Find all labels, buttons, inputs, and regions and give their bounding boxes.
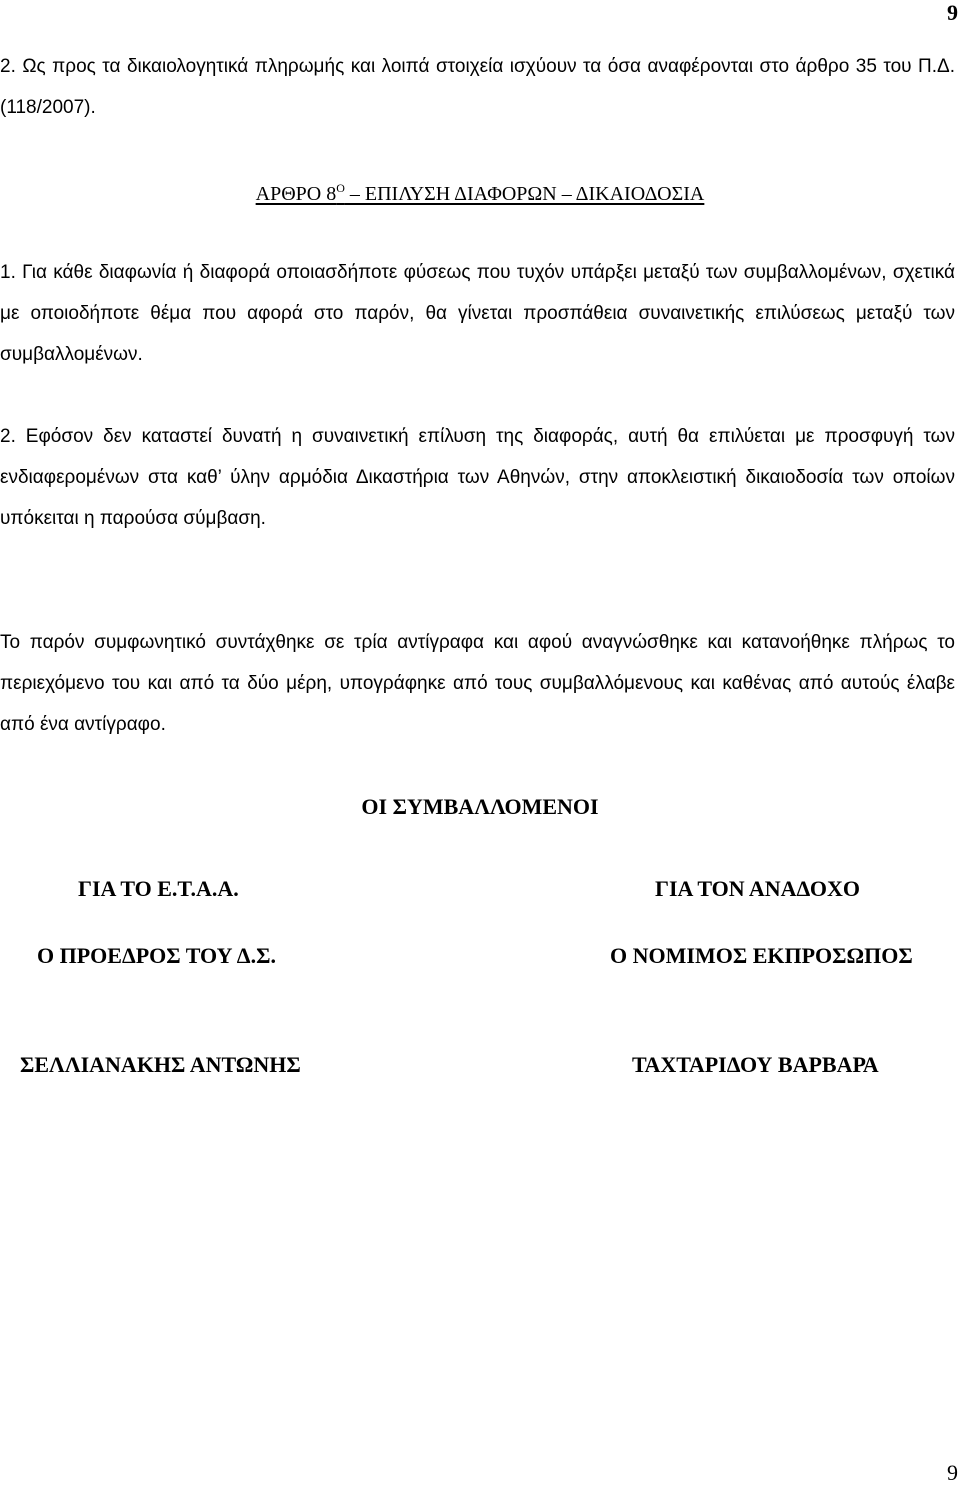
article-heading-number: ΑΡΘΡΟ 8: [255, 183, 337, 205]
paragraph-closing: Το παρόν συμφωνητικό συντάχθηκε σε τρία αντίγραφα και αφού αναγνώσθηκε και κατανοήθηκε πλήρως το περιεχόμενο του και από τα δύο μέρη, υπογράφηκε από τους συμβαλλόμενους και καθένας από αυτούς έλαβε από ένα αντίγραφο.: [0, 632, 955, 735]
right-party-name: ΤΑΧΤΑΡΙΔΟΥ ΒΑΡΒΑΡΑ: [632, 1052, 879, 1077]
right-party-role: Ο ΝΟΜΙΜΟΣ ΕΚΠΡΟΣΩΠΟΣ: [610, 943, 913, 968]
signatories-title: ΟΙ ΣΥΜΒΑΛΛΟΜΕΝΟΙ: [361, 794, 599, 819]
article-heading-text: [256, 183, 705, 205]
paragraph-payments: 2. Ως προς τα δικαιολογητικά πληρωμής και λοιπά στοιχεία ισχύουν τα όσα αναφέρονται στο άρθρο 35 του Π.Δ. (118/2007).: [0, 56, 955, 118]
article-heading-title: – ΕΠΙΛΥΣΗ ΔΙΑΦΟΡΩΝ – ΔΙΚΑΙΟΔΟΣΙΑ: [344, 183, 705, 205]
paragraph-dispute-2: 2. Εφόσον δεν καταστεί δυνατή η συναινετική επίλυση της διαφοράς, αυτή θα επιλύεται με προσφυγή των ενδιαφερομένων στα καθ’ ύλην αρμόδια Δικαστήρια των Αθηνών, στην αποκλειστική δικαιοδοσία των οποίων υπόκειται η παρούσα σύμβαση.: [0, 426, 955, 529]
left-party-name: ΣΕΛΛΙΑΝΑΚΗΣ ΑΝΤΩΝΗΣ: [20, 1052, 301, 1077]
page-number-bottom: 9: [947, 1460, 958, 1485]
right-party-org: ΓΙΑ ΤΟΝ ΑΝΑΔΟΧΟ: [655, 876, 860, 901]
left-party-role: Ο ΠΡΟΕΔΡΟΣ ΤΟΥ Δ.Σ.: [37, 943, 276, 968]
left-party-org: ΓΙΑ ΤΟ Ε.Τ.Α.Α.: [78, 876, 239, 901]
article-heading: [0, 168, 960, 214]
article-heading-superscript: Ο: [336, 181, 345, 195]
page-number-top: 9: [947, 0, 958, 25]
paragraph-dispute-1: 1. Για κάθε διαφωνία ή διαφορά οποιασδήποτε φύσεως που τυχόν υπάρξει μεταξύ των συμβαλλομένων, σχετικά με οποιοδήποτε θέμα που αφορά στο παρόν, θα γίνεται προσπάθεια συναινετικής επιλύσεως μεταξύ των συμβαλλομένων.: [0, 262, 955, 365]
